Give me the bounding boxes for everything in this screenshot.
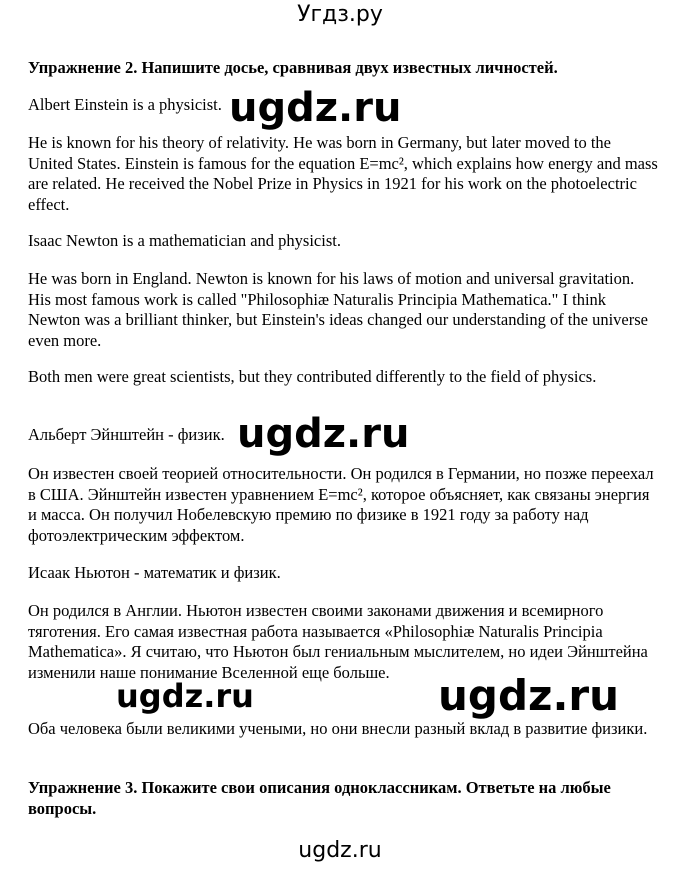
exercise-2-heading: Упражнение 2. Напишите досье, сравнивая двух известных личностей.	[28, 58, 558, 77]
paragraph-newton-details-ru: Он родился в Англии. Ньютон известен своими законами движения и всемирного тяготения. Его самая известная работа называется «Philosophiæ Naturalis Principia Mathematica». Я считаю, что Ньютон был гениальным мыслителем, но идеи Эйнштейна изменили наше понимание Вселенной еще больше.	[28, 601, 648, 682]
watermark-4: ugdz.ru	[438, 671, 620, 720]
exercise-3-heading: Упражнение 3. Покажите свои описания одноклассникам. Ответьте на любые вопросы.	[28, 778, 611, 818]
paragraph-comparison-ru: Оба человека были великими учеными, но они внесли разный вклад в развитие физики.	[28, 719, 648, 738]
footer-watermark: ugdz.ru	[298, 838, 382, 863]
watermark-2: ugdz.ru	[237, 411, 410, 457]
paragraph-einstein-intro-ru: Альберт Эйнштейн - физик.	[28, 425, 225, 444]
site-title: Угдз.ру	[297, 2, 383, 27]
paragraph-newton-intro-ru: Исаак Ньютон - математик и физик.	[28, 563, 281, 582]
paragraph-newton-details: He was born in England. Newton is known for his laws of motion and universal gravitation. His most famous work is called "Philosophiæ Naturalis Principia Mathematica." I think Newton was a brilliant thinker, but Einstein's ideas changed our understanding of the universe even more.	[28, 269, 648, 350]
paragraph-newton-intro: Isaac Newton is a mathematician and physicist.	[28, 231, 341, 250]
paragraph-comparison: Both men were great scientists, but they contributed differently to the field of physics.	[28, 367, 597, 386]
paragraph-einstein-details-ru: Он известен своей теорией относительности. Он родился в Германии, но позже переехал в США. Эйнштейн известен уравнением E=mc², которое объясняет, как связаны энергия и масса. Он получил Нобелевскую премию по физике в 1921 году за работу над фотоэлектрическим эффектом.	[28, 464, 654, 545]
watermark-3: ugdz.ru	[116, 677, 254, 715]
paragraph-einstein-intro: Albert Einstein is a physicist.	[28, 95, 222, 114]
watermark-1: ugdz.ru	[229, 85, 402, 131]
paragraph-einstein-details: He is known for his theory of relativity. He was born in Germany, but later moved to the United States. Einstein is famous for the equation E=mc², which explains how energy and mass are related. He received the Nobel Prize in Physics in 1921 for his work on the photoelectric effect.	[28, 133, 658, 214]
